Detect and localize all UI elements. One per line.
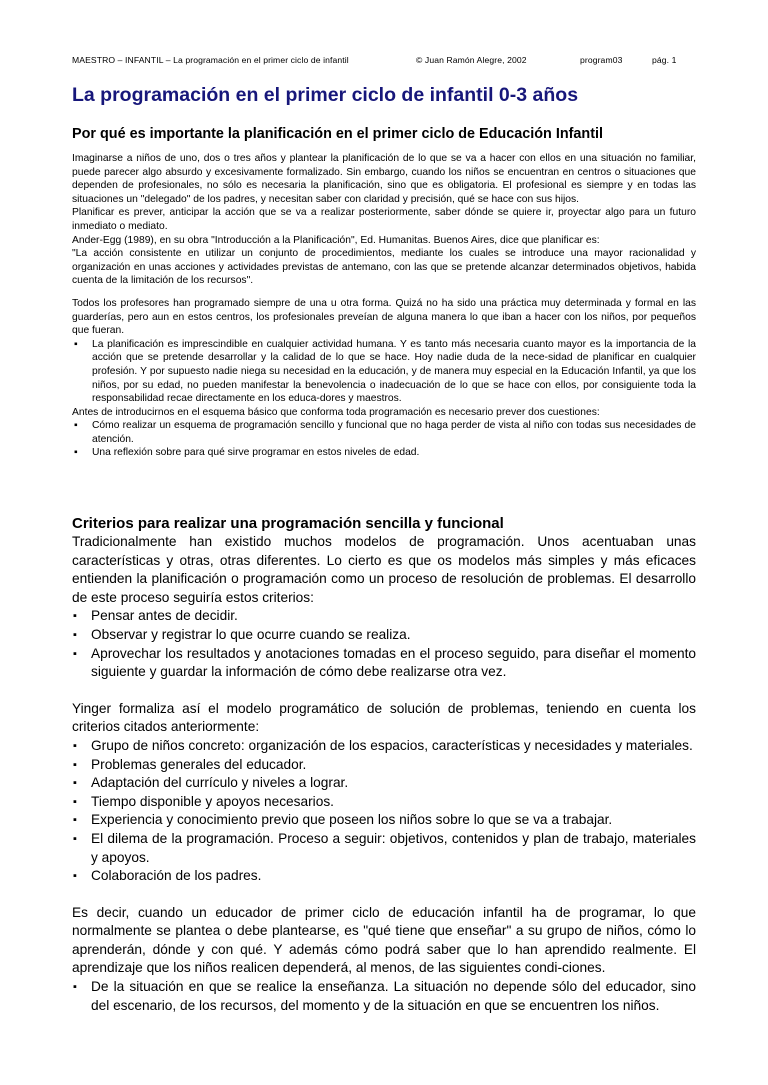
square-bullet-icon: ▪ (73, 758, 77, 771)
bullet-list (72, 607, 696, 681)
bullet-list (72, 978, 696, 1015)
section-heading-criteria: Criterios para realizar una programación sencilla y funcional (72, 515, 504, 532)
paragraph: Tradicionalmente han existido muchos modelos de programación. Unos acentuaban unas características y otras, otras diferentes. Lo cierto es que os modelos más simples y más eficaces entienden la planificación o programación como un proceso de resolución de problemas. El desarrollo de este proceso seguiría estos criterios: (72, 534, 696, 605)
list-item: ▪ El dilema de la programación. Proceso a seguir: objetivos, contenidos y plan de trabajo, materiales y apoyos. (73, 830, 696, 865)
page-title: La programación en el primer ciclo de infantil 0-3 años (72, 84, 579, 106)
square-bullet-icon: ▪ (73, 777, 77, 790)
bullet-list (72, 737, 696, 886)
paragraph: Todos los profesores han programado siempre de una u otra forma. Quizá no ha sido una práctica muy determinada y formal en las guarderías, pero aun en estos centros, los profesionales preveían de alguna manera lo que iban a hacer con los niños, por pequeños que fueran. (72, 297, 696, 337)
running-header (72, 55, 696, 69)
square-bullet-icon: ▪ (73, 739, 77, 752)
list-item: ▪ Colaboración de los padres. (72, 867, 696, 886)
square-bullet-icon: ▪ (73, 628, 77, 641)
list-item: ▪ Pensar antes de decidir. (72, 607, 696, 626)
header-copyright: © Juan Ramón Alegre, 2002 (416, 55, 527, 65)
square-bullet-icon: ▪ (73, 832, 77, 845)
square-bullet-icon: ▪ (74, 447, 78, 459)
paragraph: Antes de introducirnos en el esquema básico que conforma toda programación es necesario prever dos cuestiones: (72, 406, 600, 418)
section-heading-importance: Por qué es importante la planificación en el primer ciclo de Educación Infantil (72, 126, 603, 142)
paragraph: Ander-Egg (1989), en su obra "Introducción a la Planificación", Ed. Humanitas. Buenos Aires, dice que planificar es: (72, 234, 600, 246)
header-page-number: pág. 1 (652, 55, 677, 65)
paragraph: Es decir, cuando un educador de primer ciclo de educación infantil ha de programar, lo que normalmente se plantea o debe plantearse, es "qué tiene que enseñar" a su grupo de niños, cómo lo aprenderán, dónde y con qué. Y además cómo podrá saber que lo han aprendido realmente. El aprendizaje que los niños realicen dependerá, al menos, de las siguientes condi-ciones. (72, 904, 696, 976)
list-item: ▪ Grupo de niños concreto: organización de los espacios, características y necesidades y materiales. (72, 737, 696, 756)
square-bullet-icon: ▪ (73, 870, 77, 883)
paragraph: Planificar es prever, anticipar la acción que se va a realizar posteriormente, saber dónde se quiere ir, proyectar algo para un futuro inmediato o mediato. (72, 207, 696, 232)
paragraph: Yinger formaliza así el modelo programático de solución de problemas, teniendo en cuenta los criterios citados anteriormente: (72, 700, 696, 735)
list-item: ▪ Aprovechar los resultados y anotaciones tomadas en el proceso seguido, para diseñar el momento siguiente y guardar la información de cómo debe realizarse otra vez. (73, 645, 696, 680)
quote-paragraph: "La acción consistente en utilizar un conjunto de procedimientos, mediante los cuales se introduce una mayor racionalidad y organización en unas acciones y actividades previstas de antemano, con las que se pretende alcanzar determinados objetivos, habida cuenta de la limitación de los recursos". (72, 248, 696, 287)
list-item: ▪ La planificación es imprescindible en cualquier actividad humana. Y es tanto más necesaria cuanto mayor es la importancia de la acción que se pretende desarrollar y la calidad de lo que se hace. Hoy nadie duda de la nece-sidad de planificar en cualquier profesión. Y por supuesto nadie niega su necesidad en la educación, y de manera muy especial en la Educación Infantil, ya que los niños, por su edad, no pueden manifestar la benevolencia o inadecuación de lo que se hace con ellos, por consiguiente toda la responsabilidad recae directamente en los educa-dores y maestros. (74, 338, 696, 405)
square-bullet-icon: ▪ (73, 647, 77, 660)
list-item: ▪ Cómo realizar un esquema de programación sencillo y funcional que no haga perder de vista al niño con todas sus necesidades de atención. (74, 420, 696, 445)
list-item: ▪ Adaptación del currículo y niveles a lograr. (72, 774, 696, 793)
square-bullet-icon: ▪ (73, 795, 77, 808)
section-body (72, 152, 696, 460)
bullet-list (72, 338, 696, 406)
square-bullet-icon: ▪ (73, 814, 77, 827)
header-course-title: MAESTRO – INFANTIL – La programación en el primer ciclo de infantil (72, 55, 349, 65)
section-body (72, 533, 696, 1015)
square-bullet-icon: ▪ (74, 420, 78, 432)
paragraph: Imaginarse a niños de uno, dos o tres años y plantear la planificación de lo que se va a hacer con ellos en una situación no familiar, puede parecer algo absurdo y excesivamente formalizado. Sin embargo, cuando los niños se encuentran en centros o situaciones que dependen de profesionales, no sólo es necesaria la planificación, sino que es obligatoria. El profesional es siempre y en todas las situaciones un "delegado" de los padres, y necesitan saber con claridad y precisión, qué se hace con sus hijos. (72, 153, 696, 205)
list-item: ▪ De la situación en que se realice la enseñanza. La situación no depende sólo del educador, sino del escenario, de los recursos, del momento y de la situación en que se encuentren los niños. (73, 979, 696, 1013)
list-item: ▪ Tiempo disponible y apoyos necesarios. (72, 793, 696, 812)
square-bullet-icon: ▪ (73, 981, 77, 994)
section-importance (72, 126, 696, 460)
bullet-list (72, 419, 696, 460)
square-bullet-icon: ▪ (74, 338, 78, 350)
list-item: ▪ Observar y registrar lo que ocurre cuando se realiza. (72, 626, 696, 645)
square-bullet-icon: ▪ (73, 610, 77, 623)
list-item: ▪ Experiencia y conocimiento previo que poseen los niños sobre lo que se va a trabajar. (72, 811, 696, 830)
list-item: ▪ Problemas generales del educador. (72, 756, 696, 775)
section-criteria (72, 515, 696, 1015)
list-item: ▪ Una reflexión sobre para qué sirve programar en estos niveles de edad. (74, 447, 420, 459)
header-file-name: program03 (580, 55, 623, 65)
